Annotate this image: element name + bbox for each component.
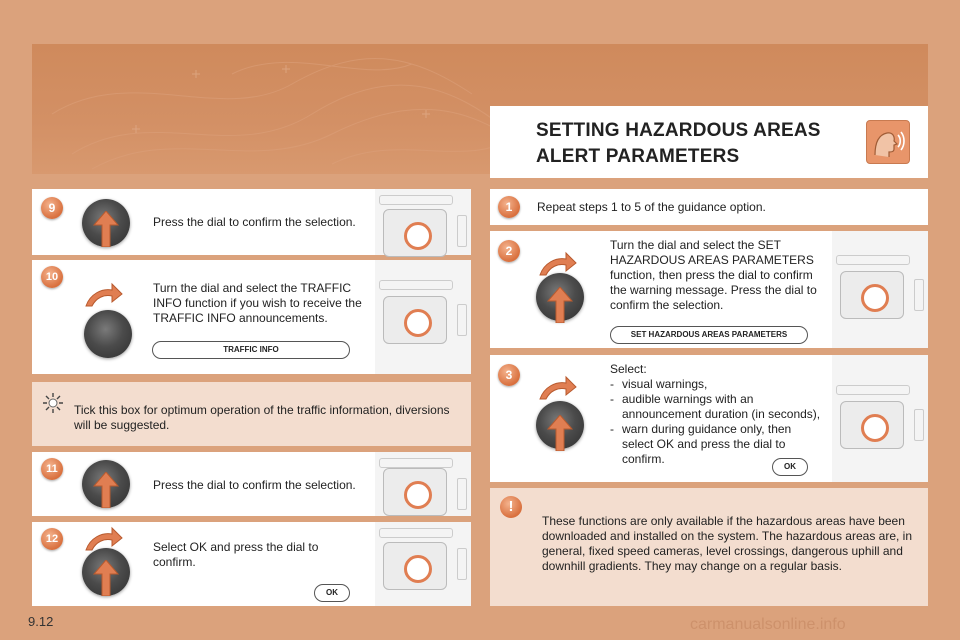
step-card-1 (490, 189, 928, 225)
cd-slot (379, 528, 453, 538)
cd-slot (836, 255, 910, 265)
watermark: carmanualsonline.info (690, 616, 846, 633)
step-number-badge: 9 (41, 197, 63, 219)
side-slot (457, 548, 467, 580)
press-arrow-icon (92, 211, 120, 247)
audio-panel-image (832, 231, 928, 348)
control-panel (383, 296, 447, 344)
step-number-badge: 1 (498, 196, 520, 218)
step-text: Turn the dial and select the SET HAZARDOUS AREAS PARAMETERS function, then press the dial to confirm the warning message. Press the dial to confirm the selection. (610, 238, 817, 312)
exclamation-icon: ! (500, 496, 522, 518)
side-slot (914, 409, 924, 441)
screen-option-pill: OK (314, 584, 350, 602)
step-text: Repeat steps 1 to 5 of the guidance option. (537, 200, 766, 214)
step-card-11 (32, 452, 471, 516)
control-panel (383, 542, 447, 590)
control-panel (383, 468, 447, 516)
screen-option-pill: SET HAZARDOUS AREAS PARAMETERS (610, 326, 808, 344)
step-text: Select OK and press the dial to confirm. (153, 540, 319, 569)
step-number-badge: 2 (498, 240, 520, 262)
page-number: 9.12 (28, 614, 54, 629)
audio-panel-image (375, 452, 471, 516)
highlighted-dial (404, 222, 432, 250)
highlighted-dial (861, 414, 889, 442)
title-box (490, 106, 928, 178)
side-slot (457, 304, 467, 336)
step-card-12 (32, 522, 471, 606)
tip-text: Tick this box for optimum operation of the traffic information, diversions will be suggested. (74, 403, 450, 432)
voice-speaker-icon (866, 120, 910, 164)
option-list (610, 377, 824, 467)
side-slot (914, 279, 924, 311)
title-line-1: SETTING HAZARDOUS AREAS (536, 120, 821, 141)
warning-text: These functions are only available if the hazardous areas have been downloaded and installed on the system. The hazardous areas are, in general, fixed speed cameras, level crossings, dangerous uphill and downhill gradients. They may change on a regular basis. (542, 514, 913, 573)
step-card-3 (490, 355, 928, 482)
turn-arrow-icon (538, 375, 578, 401)
step-card-9 (32, 189, 471, 255)
side-slot (457, 478, 467, 510)
highlighted-dial (404, 481, 432, 509)
audio-panel-image (375, 260, 471, 374)
cd-slot (379, 458, 453, 468)
step-text (610, 362, 824, 467)
warning-box (490, 488, 928, 606)
cd-slot (379, 195, 453, 205)
step-card-10 (32, 260, 471, 374)
step-text: Press the dial to confirm the selection. (153, 478, 356, 492)
highlighted-dial (861, 284, 889, 312)
step-text: Turn the dial and select the TRAFFIC INFO function if you wish to receive the TRAFFIC INFO announcements. (153, 281, 362, 325)
screen-option-pill: TRAFFIC INFO (152, 341, 350, 359)
audio-panel-image (375, 189, 471, 255)
step-card-2 (490, 231, 928, 348)
list-item: - audible warnings with an announcement duration (in seconds), (610, 392, 824, 422)
control-panel (840, 401, 904, 449)
cd-slot (836, 385, 910, 395)
step-number-badge: 12 (41, 528, 63, 550)
step-text: Press the dial to confirm the selection. (153, 215, 356, 229)
select-intro: Select: (610, 362, 647, 376)
title-line-2: ALERT PARAMETERS (536, 146, 740, 167)
control-panel (383, 209, 447, 257)
list-item: - visual warnings, (610, 377, 824, 392)
control-dial-icon (84, 310, 132, 358)
sun-tip-icon (42, 392, 64, 414)
step-number-badge: 11 (41, 458, 63, 480)
side-slot (457, 215, 467, 247)
audio-panel-image (832, 355, 928, 482)
audio-panel-image (375, 522, 471, 606)
cd-slot (379, 280, 453, 290)
turn-arrow-icon (84, 282, 124, 308)
step-number-badge: 10 (41, 266, 63, 288)
tip-box (32, 382, 471, 446)
control-panel (840, 271, 904, 319)
step-number-badge: 3 (498, 364, 520, 386)
press-arrow-icon (546, 287, 574, 323)
highlighted-dial (404, 309, 432, 337)
screen-option-pill: OK (772, 458, 808, 476)
press-arrow-icon (92, 472, 120, 508)
press-arrow-icon (92, 560, 120, 596)
press-arrow-icon (546, 415, 574, 451)
page-title (536, 118, 821, 170)
highlighted-dial (404, 555, 432, 583)
list-item: - warn during guidance only, then select OK and press the dial to confirm. (610, 422, 824, 467)
